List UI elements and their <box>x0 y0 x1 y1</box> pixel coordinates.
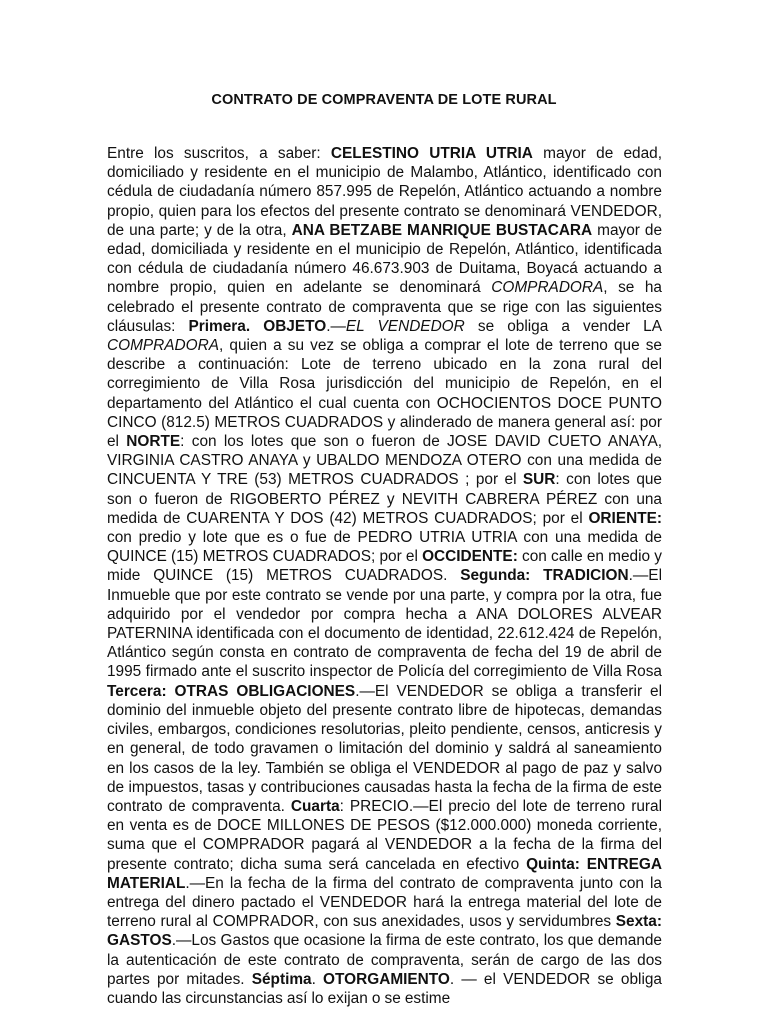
bold-text-run: ORIENTE: <box>588 509 662 527</box>
text-run: con predio y lote que es o fue de PEDRO UTRIA UTRIA con una medida de QUINCE (15) METROS CUADRADOS; por el <box>107 529 662 566</box>
italic-text-run: COMPRADORA <box>107 337 220 355</box>
bold-text-run: Primera. OBJETO <box>188 317 327 335</box>
text-run: . — el VENDEDOR se obliga cuando las circunstancias así lo exijan o se estime <box>107 970 662 1007</box>
bold-text-run: Tercera: OTRAS OBLIGACIONES <box>107 682 356 700</box>
text-run: .—El Inmueble que por este contrato se vende por una parte, y compra por la otra, fue adquirido por el vendedor por compra hecha a ANA DOLORES ALVEAR PATERNINA identificada con el documento de identidad, 22.612.424 de Repelón, Atlántico según consta en contrato de compraventa de fecha del 19 de abril de 1995 firmado ante el suscrito inspector de Policía del corregimiento de Villa Rosa <box>107 567 662 681</box>
text-run: , se ha celebrado el presente contrato de compraventa que se rige con las siguientes cláusulas: <box>107 279 662 335</box>
text-run: .—Los Gastos que ocasione la firma de este contrato, los que demande la autenticación de este contrato de compraventa, serán de cargo de las dos partes por mitades. <box>107 932 662 988</box>
contract-body-paragraph <box>107 144 662 1008</box>
bold-text-run: Séptima <box>251 970 312 988</box>
text-run: .—En la fecha de la firma del contrato de compraventa junto con la entrega del dinero pactado el VENDEDOR hará la entrega material del lote de terreno rural al COMPRADOR, con sus anexidades, usos y servidumbres <box>107 874 662 931</box>
italic-text-run: EL VENDEDOR <box>345 317 465 335</box>
bold-text-run: Sexta: GASTOS <box>107 913 662 950</box>
text-run: Entre los suscritos, a saber: <box>107 145 331 162</box>
bold-text-run: CELESTINO UTRIA UTRIA <box>330 145 533 162</box>
bold-text-run: OCCIDENTE: <box>422 548 518 566</box>
bold-text-run: OTORGAMIENTO <box>323 970 450 988</box>
bold-text-run: Quinta: ENTREGA MATERIAL <box>107 855 662 892</box>
document-title: CONTRATO DE COMPRAVENTA DE LOTE RURAL <box>211 92 557 108</box>
bold-text-run: SUR <box>522 471 556 489</box>
text-run: se obliga a vender LA <box>464 317 663 335</box>
text-run: mayor de edad, domiciliada y residente en el municipio de Repelón, Atlántico, identificada con cédula de ciudadanía número 46.673.903 de Duitama, Boyacá actuando a nombre propio, quien en adelante se denominará <box>107 221 663 297</box>
bold-text-run: ANA BETZABE MANRIQUE BUSTACARA <box>291 221 593 239</box>
text-run: .— <box>326 317 346 335</box>
text-run: : PRECIO.—El precio del lote de terreno rural en venta es de DOCE MILLONES DE PESOS ($12.000.000) moneda corriente, suma que el COMPRADOR pagará al VENDEDOR a la fecha de la firma del presente contrato; dicha suma será cancelada en efectivo <box>107 797 662 873</box>
italic-text-run: COMPRADORA <box>491 279 604 297</box>
bold-text-run: NORTE <box>126 433 181 451</box>
bold-text-run: Cuarta <box>290 797 340 815</box>
bold-text-run: Segunda: TRADICION <box>460 567 629 585</box>
text-run: .—El VENDEDOR se obliga a transferir el dominio del inmueble objeto del presente contrato libre de hipotecas, demandas civiles, embargos, condiciones resolutorias, pleito pendiente, censos, anticresis y en general, de todo gravamen o limitación del dominio y saldrá al saneamiento en los casos de la ley. También se obliga el VENDEDOR al pago de paz y salvo de impuestos, tasas y contribuciones causadas hasta la fecha de la firma de este contrato de compraventa. <box>107 682 662 815</box>
text-run: : con los lotes que son o fueron de JOSE DAVID CUETO ANAYA, VIRGINIA CASTRO ANAYA y UBALDO MENDOZA OTERO con una medida de CINCUENTA Y TRE (53) METROS CUADRADOS ; por el <box>107 433 662 489</box>
text-run: , quien a su vez se obliga a comprar el lote de terreno que se describe a continuación: Lote de terreno ubicado en la zona rural del corregimiento de Villa Rosa jurisdicción del municipio de Repelón, en el departamento del Atlántico el cual cuenta con OCHOCIENTOS DOCE PUNTO CINCO (812.5) METROS CUADRADOS y alinderado de manera general así: por el <box>107 337 662 451</box>
text-run: . <box>311 970 324 988</box>
text-run: mayor de edad, domiciliado y residente en el municipio de Malambo, Atlántico, identificado con cédula de ciudadanía número 857.995 de Repelón, Atlántico actuando a nombre propio, quien para los efectos del presente contrato se denominará VENDEDOR, de una parte; y de la otra, <box>107 145 662 239</box>
text-run: con calle en medio y mide QUINCE (15) METROS CUADRADOS. <box>107 548 662 585</box>
text-run: : con lotes que son o fueron de RIGOBERTO PÉREZ y NEVITH CABRERA PÉREZ con una medida de CUARENTA Y DOS (42) METROS CUADRADOS; por el <box>107 471 662 527</box>
